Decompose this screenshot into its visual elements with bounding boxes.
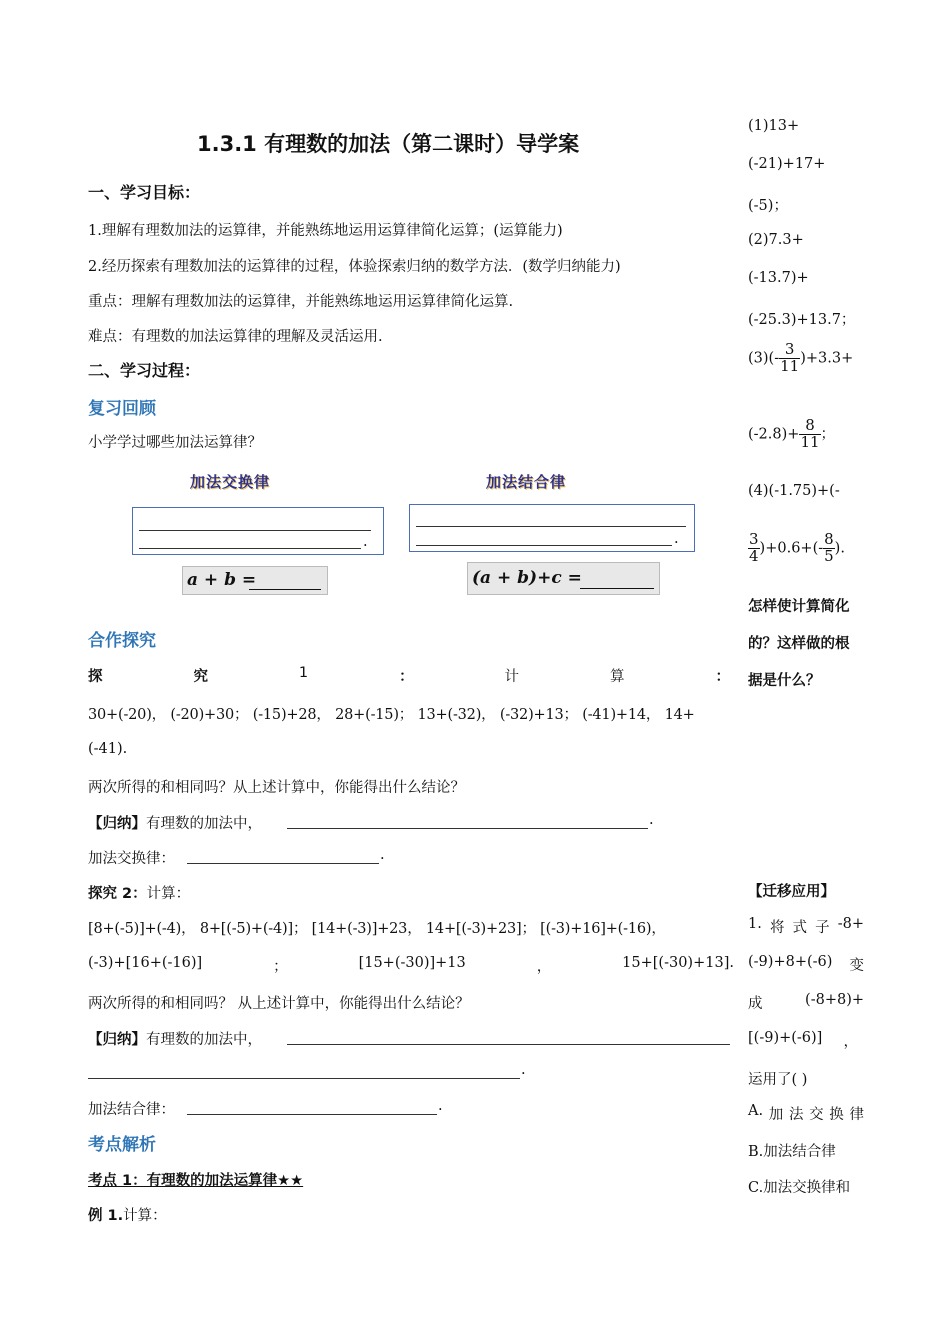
side-p1a: (1)13+ (748, 118, 800, 134)
transfer-heading: 【迁移应用】 (748, 884, 835, 900)
side-q3: 据是什么？ (748, 673, 821, 689)
summary-2-blank-2[interactable] (88, 1078, 520, 1079)
transfer-q-line1: 1. 将 式 子 -8+ (748, 916, 864, 936)
example-1: 例 1.计算： (88, 1208, 167, 1224)
goal-1: 1.理解有理数加法的运算律，并能熟练地运用运算律简化运算；(运算能力) (88, 223, 563, 239)
commutative-law-blank[interactable] (187, 863, 379, 864)
formula-associative: (a + b)+c = (467, 562, 660, 595)
goal-2: 2.经历探索有理数加法的运算律的过程，体验探索归纳的数学方法．(数学归纳能力) (88, 259, 621, 275)
associative-law-label: 加法结合律： (88, 1102, 175, 1118)
side-p1b: (-21)+17+ (748, 156, 826, 172)
explore-2-label: 探究 2：计算： (88, 886, 191, 902)
explore-2-question: 两次所得的和相同吗？ 从上述计算中，你能得出什么结论？ (88, 996, 470, 1012)
summary-2: 【归纳】有理数的加法中， (88, 1032, 262, 1048)
key-point: 重点：理解有理数加法的运算律，并能熟练地运用运算律简化运算. (88, 294, 514, 310)
transfer-q-line4: [(-9)+(-6)] ， (748, 1030, 858, 1050)
summary-2-blank-1[interactable] (287, 1044, 730, 1045)
explore-heading: 合作探究 (88, 631, 156, 651)
explore-2-expr-line2: (-3)+[16+(-16)] ； [15+(-30)]+13 ， 15+[(-30)+13]. (88, 955, 734, 975)
point-1: 考点 1：有理数的加法运算律★★ (88, 1173, 304, 1189)
section-heading-process: 二、学习过程： (88, 361, 201, 380)
review-heading: 复习回顾 (88, 399, 156, 419)
law-commutative-title: 加法交换律 (190, 473, 271, 491)
section-heading-goals: 一、学习目标： (88, 183, 201, 202)
explore-1-expr-line1: 30+(-20)， (-20)+30； (-15)+28， 28+(-15)； 13+(-32)， (-32)+13； (-41)+14， 14+ (88, 707, 695, 723)
side-p2a: (2)7.3+ (748, 232, 804, 248)
side-p4b: $\frac{3}{4}$ )+0.6+(- $\frac{8}{5}$ ). (749, 530, 845, 565)
analysis-heading: 考点解析 (88, 1135, 156, 1155)
associative-law-blank[interactable] (187, 1114, 437, 1115)
side-p4a: (4)(-1.75)+(- (748, 483, 840, 499)
formula-commutative: a + b = (182, 566, 328, 595)
option-a[interactable]: A. 加 法 交 换 律 (748, 1103, 864, 1123)
commutative-law-label: 加法交换律： (88, 851, 175, 867)
summary-1-blank[interactable] (287, 828, 648, 829)
law-associative-title: 加法结合律 (486, 473, 567, 491)
side-q2: 的？这样做的根 (748, 636, 850, 652)
side-p1c: (-5)； (748, 198, 788, 214)
explore-1-expr-line2: (-41). (88, 741, 128, 757)
period: . (363, 534, 368, 550)
difficult-point: 难点：有理数的加法运算律的理解及灵活运用. (88, 329, 383, 345)
explore-1-question: 两次所得的和相同吗？从上述计算中，你能得出什么结论？ (88, 780, 465, 796)
side-p3b: (-2.8)+ $\frac{8}{11}$ ； (748, 416, 836, 451)
option-b[interactable]: B.加法结合律 (748, 1144, 836, 1160)
explore-1-label: 探 究 1 ： 计 算 ： (88, 665, 730, 685)
side-q1: 怎样使计算简化 (748, 599, 850, 615)
side-p2c: (-25.3)+13.7； (748, 312, 856, 328)
transfer-q-line3: 成 (-8+8)+ (748, 992, 864, 1012)
period: . (674, 531, 679, 547)
transfer-q-line5: 运用了( ) (748, 1072, 808, 1088)
option-c[interactable]: C.加法交换律和 (748, 1180, 851, 1196)
associative-answer-box[interactable] (409, 504, 695, 552)
explore-2-expr-line1: [8+(-5)]+(-4)， 8+[(-5)+(-4)]； [14+(-3)]+23， 14+[(-3)+23]； [(-3)+16]+(-16)， (88, 921, 666, 937)
side-p2b: (-13.7)+ (748, 270, 809, 286)
transfer-q-line2: (-9)+8+(-6) 变 (748, 954, 864, 974)
summary-1: 【归纳】有理数的加法中， (88, 816, 262, 832)
page-title: 1.3.1 有理数的加法（第二课时）导学案 (197, 132, 580, 156)
commutative-answer-box[interactable] (132, 507, 384, 555)
side-p3: (3)(- $\frac{3}{11}$ )+3.3+ (748, 340, 854, 375)
review-question: 小学学过哪些加法运算律？ (88, 435, 262, 451)
